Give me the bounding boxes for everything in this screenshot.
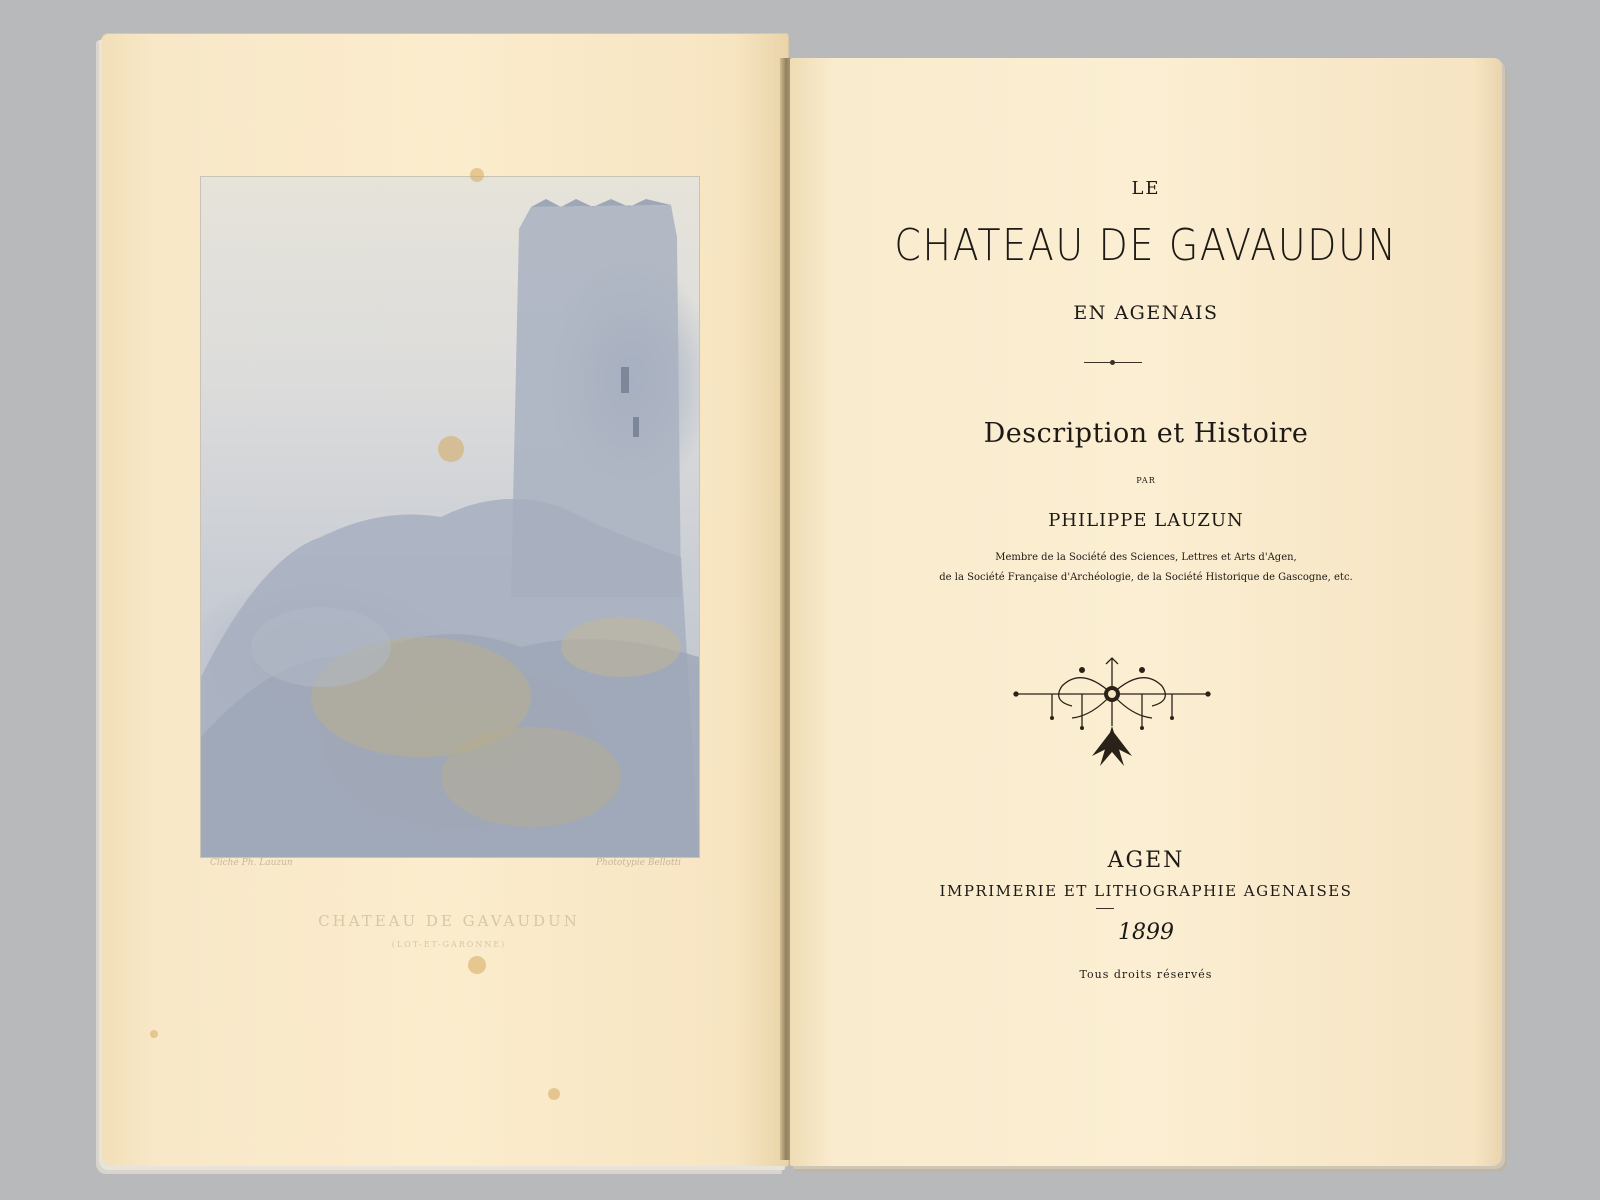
plate-title: CHATEAU DE GAVAUDUN (318, 912, 580, 930)
book-title: CHATEAU DE GAVAUDUN (894, 220, 1398, 271)
book-subtitle: EN AGENAIS (1073, 302, 1219, 324)
book-description: Description et Histoire (983, 418, 1309, 449)
author-affiliation-line-1: Membre de la Société des Sciences, Lettres et Arts d'Agen, (995, 552, 1297, 563)
frontispiece-photo (200, 176, 700, 858)
foxing-stain (438, 436, 464, 462)
rights-notice: Tous droits réservés (1079, 968, 1213, 981)
publication-year: 1899 (1118, 920, 1174, 945)
plate-subtitle: (LOT-ET-GARONNE) (391, 940, 507, 949)
title-article: LE (1131, 178, 1161, 199)
photo-credit-left: Cliché Ph. Lauzun (210, 858, 293, 868)
foxing-stain (468, 956, 486, 974)
foxing-stain (548, 1088, 560, 1100)
castle-illustration (201, 177, 699, 857)
decorative-rule-dot (1110, 360, 1115, 365)
decorative-rule-short (1096, 908, 1114, 909)
printers-ornament-icon (1012, 656, 1212, 776)
author-name: PHILIPPE LAUZUN (1048, 510, 1244, 531)
author-affiliation-line-2: de la Société Française d'Archéologie, de la Société Historique de Gascogne, etc. (939, 572, 1353, 583)
par-label: PAR (1136, 476, 1156, 485)
publication-city: AGEN (1107, 848, 1185, 873)
foxing-stain (150, 1030, 158, 1038)
printer-name: IMPRIMERIE ET LITHOGRAPHIE AGENAISES (939, 882, 1353, 900)
photo-credit-right: Phototypie Bellotti (596, 858, 682, 868)
foxing-stain (470, 168, 484, 182)
